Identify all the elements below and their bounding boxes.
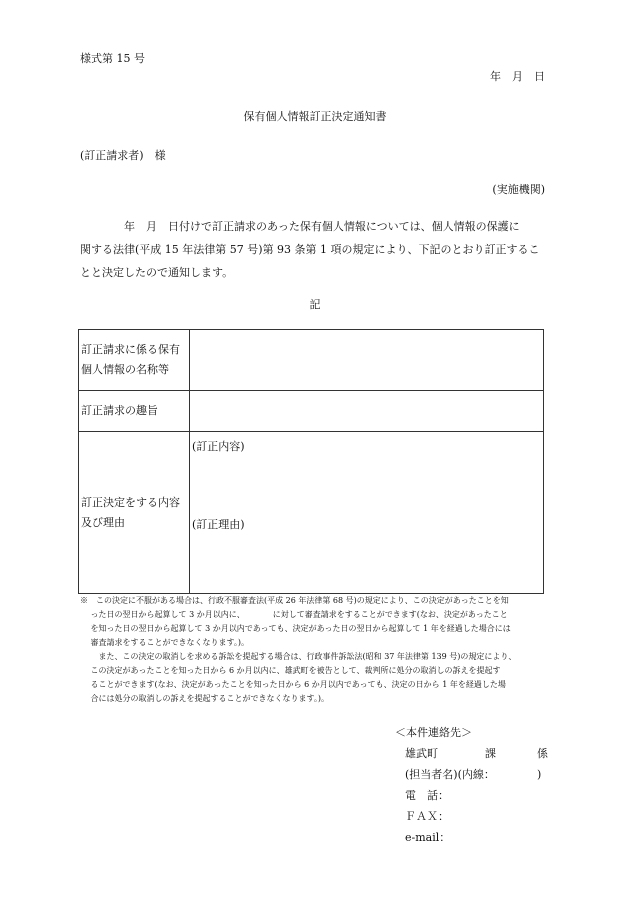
contact-department [395, 743, 555, 764]
row-value-request-purpose [190, 391, 544, 432]
contact-fax: ＦＡＸ： [405, 810, 449, 823]
row-label-info-name: 訂正請求に係る保有 個人情報の名称等 [79, 330, 190, 391]
contact-person-label: (担当者名)(内線： [405, 768, 495, 781]
note-line: を知った日の翌日から起算して 3 か月以内であっても、決定があった日の翌日から起算して 1 年を経過した場合には [80, 624, 511, 633]
contact-ka: 課 [485, 747, 496, 760]
date-line: 年 月 日 [490, 70, 545, 83]
decision-table [78, 329, 544, 594]
note-line: 審査請求をすることができなくなります。)。 [80, 638, 250, 647]
form-number: 様式第 15 号 [80, 52, 145, 65]
correction-content-label: (訂正内容) [192, 440, 245, 453]
body-line: 関する法律(平成 15 年法律第 57 号)第 93 条第 1 項の規定により、下記のとおり訂正するこ [80, 243, 540, 256]
appeal-notes [80, 594, 550, 706]
contact-phone: 電 話： [405, 789, 449, 802]
contact-block [395, 722, 555, 848]
contact-kakari: 係 [537, 747, 548, 760]
body-paragraph [80, 215, 546, 284]
row-value-info-name [190, 330, 544, 391]
note-line: この決定があったことを知った日から 6 か月以内に、雄武町を被告として、裁判所に処分の取消しの訴えを提起す [80, 666, 501, 675]
correction-reason-label: (訂正理由) [192, 518, 245, 531]
note-line: ※ この決定に不服がある場合は、行政不服審査法(平成 26 年法律第 68 号)の規定により、この決定があったことを知 [80, 596, 509, 605]
contact-person-close: ) [537, 768, 542, 781]
ki-heading: 記 [309, 298, 321, 311]
table-row [79, 330, 544, 391]
table-row [79, 391, 544, 432]
body-line: とと決定したので通知します。 [80, 266, 234, 279]
document-title: 保有個人情報訂正決定通知書 [243, 110, 387, 123]
note-line: ることができます(なお、決定があったことを知った日から 6 か月以内であっても、決定の日から 1 年を経過した場 [80, 680, 506, 689]
addressee: (訂正請求者) 様 [80, 149, 166, 162]
note-line: 合には処分の取消しの訴えを提起することができなくなります。)。 [80, 694, 330, 703]
implementing-agency: (実施機関) [492, 183, 545, 196]
note-line: った日の翌日から起算して 3 か月以内に、 に対して審査請求をすることができます(なお、決定があったこと [80, 610, 508, 619]
body-line: 年 月 日付けで訂正請求のあった保有個人情報については、個人情報の保護に [80, 220, 520, 233]
row-label-decision-content: 訂正決定をする内容 及び理由 [79, 432, 190, 594]
row-label-request-purpose: 訂正請求の趣旨 [79, 391, 190, 432]
contact-person [395, 764, 555, 785]
note-line: また、この決定の取消しを求める訴訟を提起する場合は、行政事件訴訟法(昭和 37 年法律第 139 号)の規定により、 [80, 652, 517, 661]
contact-heading: ＜本件連絡先＞ [395, 726, 472, 739]
contact-email: e-mail： [405, 831, 451, 844]
contact-town: 雄武町 [405, 747, 438, 760]
table-row [79, 432, 544, 594]
row-value-decision-content [190, 432, 544, 594]
